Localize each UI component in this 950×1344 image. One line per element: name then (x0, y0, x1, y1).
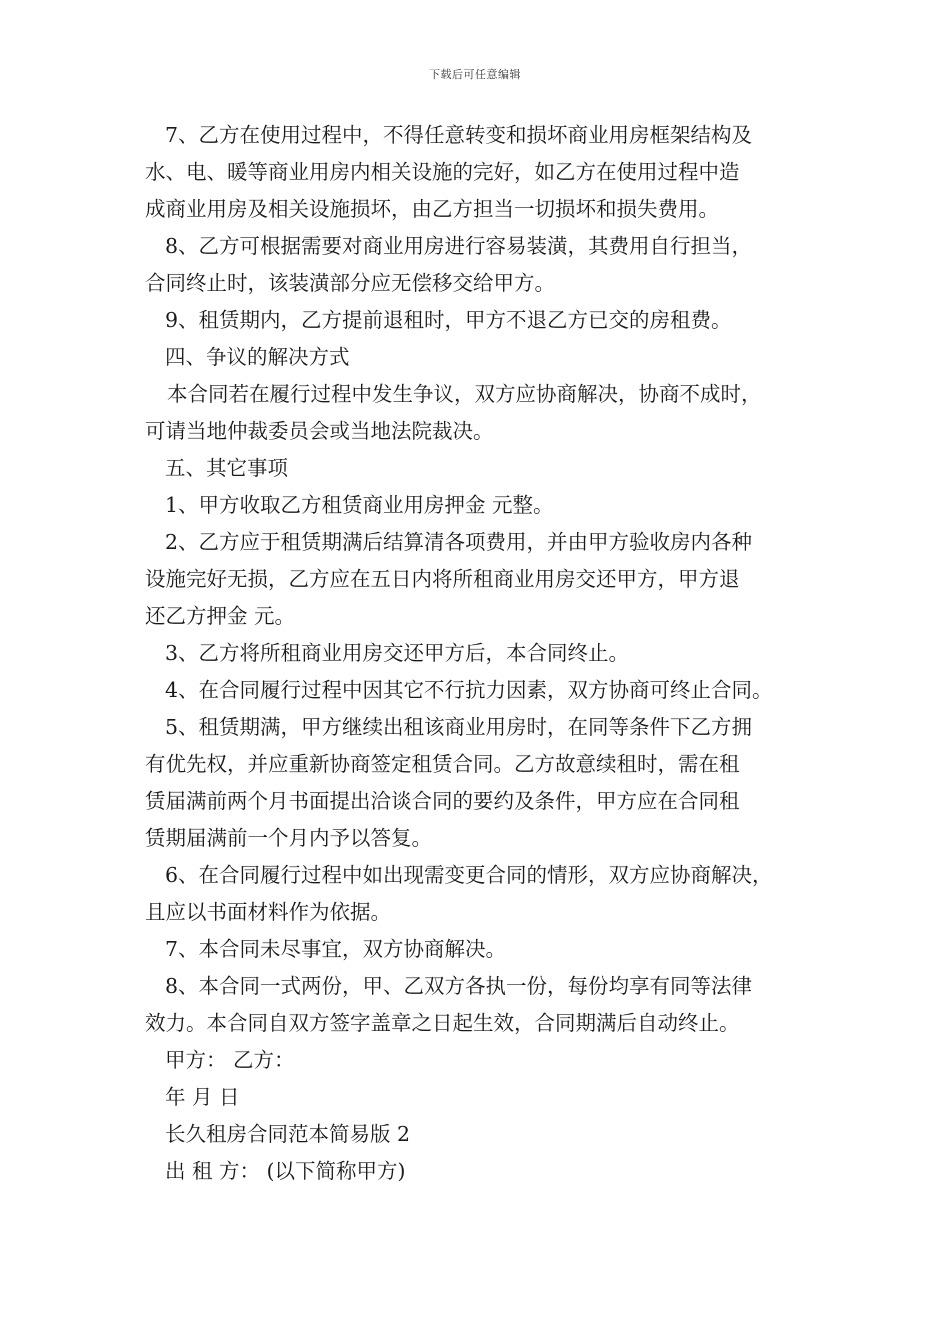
text-line: 有优先权，并应重新协商签定租赁合同。乙方故意续租时，需在租 (145, 752, 740, 776)
text-line: 8、乙方可根据需要对商业用房进行容易装潢，其费用自行担当， (165, 234, 753, 258)
text-line: 合同终止时，该装潢部分应无偿移交给甲方。 (145, 271, 555, 295)
text-line: 3、乙方将所租商业用房交还甲方后，本合同终止。 (165, 641, 630, 665)
text-line: 出 租 方： (以下简称甲方) (165, 1159, 406, 1183)
text-line: 可请当地仲裁委员会或当地法院裁决。 (145, 419, 494, 443)
text-line: 且应以书面材料作为依据。 (145, 900, 391, 924)
text-line: 7、乙方在使用过程中，不得任意转变和损坏商业用房框架结构及 (165, 123, 753, 147)
text-line: 8、本合同一式两份，甲、乙双方各执一份，每份均享有同等法律 (165, 974, 753, 998)
text-line: 9、租赁期内，乙方提前退租时，甲方不退乙方已交的房租费。 (165, 308, 732, 332)
text-line: 赁届满前两个月书面提出洽谈合同的要约及条件，甲方应在合同租 (145, 789, 740, 813)
page-header-note: 下载后可任意编辑 (429, 68, 521, 81)
text-line: 4、在合同履行过程中因其它不行抗力因素，双方协商可终止合同。 (165, 678, 773, 702)
text-line: 还乙方押金 元。 (145, 604, 296, 628)
text-line: 效力。本合同自双方签字盖章之日起生效，合同期满后自动终止。 (145, 1011, 740, 1035)
text-line: 年 月 日 (165, 1085, 240, 1109)
text-line: 长久租房合同范本简易版 2 (165, 1122, 411, 1146)
text-line: 本合同若在履行过程中发生争议，双方应协商解决，协商不成时， (167, 382, 762, 406)
document-body (145, 117, 825, 1190)
text-line: 五、其它事项 (165, 456, 288, 480)
text-line: 设施完好无损，乙方应在五日内将所租商业用房交还甲方，甲方退 (145, 567, 740, 591)
text-line: 2、乙方应于租赁期满后结算清各项费用，并由甲方验收房内各种 (165, 530, 753, 554)
text-line: 成商业用房及相关设施损坏，由乙方担当一切损坏和损失费用。 (145, 197, 719, 221)
text-line: 赁期届满前一个月内予以答复。 (145, 826, 432, 850)
text-line: 6、在合同履行过程中如出现需变更合同的情形，双方应协商解决， (165, 863, 773, 887)
text-line: 1、甲方收取乙方租赁商业用房押金 元整。 (165, 493, 554, 517)
text-line: 5、租赁期满，甲方继续出租该商业用房时，在同等条件下乙方拥 (165, 715, 753, 739)
text-line: 四、争议的解决方式 (165, 345, 350, 369)
text-line: 甲方： 乙方： (165, 1048, 295, 1072)
text-line: 7、本合同未尽事宜，双方协商解决。 (165, 937, 507, 961)
text-line: 水、电、暖等商业用房内相关设施的完好，如乙方在使用过程中造 (145, 160, 740, 184)
